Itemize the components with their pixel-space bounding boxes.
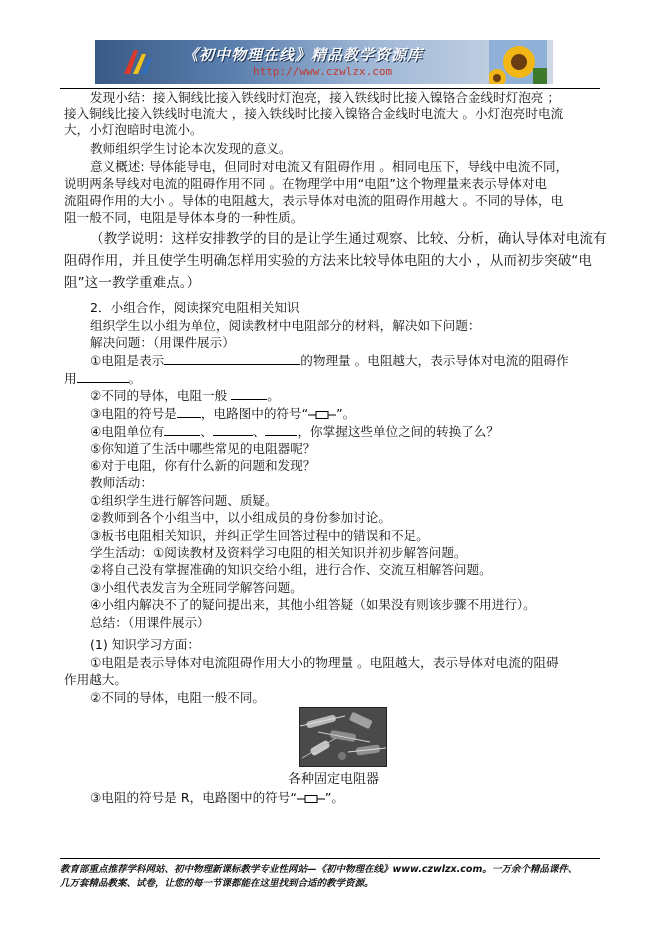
meaning-line-2: 说明两条导线对电流的阻碍作用不同 。在物理学中用“电阻”这个物理量来表示导体对电 bbox=[64, 176, 548, 191]
discovery-summary-line-2: 接入铜线比接入铁线时电流大 ，接入铁线时比接入镍铬合金线时电流大 。小灯泡亮时电流 bbox=[64, 106, 564, 121]
summary-point-3-text-b: ”。 bbox=[324, 790, 345, 805]
question-3-blank[interactable] bbox=[177, 406, 201, 418]
teaching-note-line-3: 阻”这一教学重难点。） bbox=[64, 275, 201, 291]
question-4-text-c: 、 bbox=[252, 424, 266, 439]
resistors-photo-icon bbox=[300, 708, 386, 766]
meaning-line-4: 阻一般不同，电阻是导体本身的一种性质。 bbox=[64, 210, 304, 225]
question-5: ⑤你知道了生活中哪些常见的电阻器呢？ bbox=[90, 441, 316, 456]
group-instruction: 组织学生以小组为单位，阅读教材中电阻部分的材料，解决如下问题： bbox=[90, 318, 481, 333]
header-banner bbox=[95, 40, 553, 84]
question-1-continued bbox=[64, 371, 141, 387]
site-logo-icon bbox=[121, 46, 155, 78]
student-activity-3: ③小组代表发言为全班同学解答问题。 bbox=[90, 580, 303, 595]
meaning-line-3: 流阻碍作用的大小 。导体的电阻越大，表示导体对电流的阻碍作用越大 。不同的导体，电 bbox=[64, 193, 564, 208]
question-1-text-b: 的物理量 。电阻越大，表示导体对电流的阻碍作 bbox=[300, 353, 569, 368]
site-title: 《初中物理在线》精品教学资源库 bbox=[183, 46, 424, 64]
question-2 bbox=[90, 388, 280, 404]
summary-point-1-continued: 作用越大。 bbox=[64, 672, 127, 687]
teacher-activity-3: ③板书电阻相关知识，并纠正学生回答过程中的错误和不足。 bbox=[90, 528, 429, 543]
sunflower-icon bbox=[489, 40, 547, 84]
question-1-blank-2[interactable] bbox=[77, 371, 129, 383]
question-1 bbox=[90, 353, 569, 369]
question-4-text-d: ，你掌握这些单位之间的转换了么？ bbox=[297, 424, 499, 439]
question-1-blank[interactable] bbox=[164, 353, 300, 365]
teacher-activity-2: ②教师到各个小组当中，以小组成员的身份参加讨论。 bbox=[90, 510, 391, 525]
teacher-activity-heading: 教师活动： bbox=[90, 475, 153, 490]
summary-point-3 bbox=[90, 790, 344, 806]
discovery-summary-line-1: 发现小结：接入铜线比接入铁线时灯泡亮，接入铁线时比接入镍铬合金线时灯泡亮 ； bbox=[90, 90, 560, 105]
summary-point-3-text-a: ③电阻的符号是 R，电路图中的符号“ bbox=[90, 790, 297, 805]
resistors-photo bbox=[299, 707, 387, 767]
discovery-summary-line-3: 大，小灯泡暗时电流小。 bbox=[64, 122, 203, 137]
teaching-note-line-1: （教学说明：这样安排教学的目的是让学生通过观察、比较、分析，确认导体对电流有 bbox=[90, 231, 607, 247]
question-1-text-c: 用 bbox=[64, 371, 77, 386]
summary-point-2: ②不同的导体，电阻一般不同。 bbox=[90, 690, 266, 705]
teacher-activity-1: ①组织学生进行解答问题、质疑。 bbox=[90, 493, 278, 508]
problem-heading: 解决问题：（用课件展示） bbox=[90, 335, 235, 350]
question-4 bbox=[90, 424, 499, 440]
student-activity-4: ④小组内解决不了的疑问提出来，其他小组答疑（如果没有则该步骤不用进行）。 bbox=[90, 597, 536, 612]
teacher-discussion: 教师组织学生讨论本次发现的意义。 bbox=[90, 141, 292, 156]
footer-line-1: 教育部重点推荐学科网站、初中物理新课标教学专业性网站—《初中物理在线》www.czwlzx.com。一万余个精品课件、 bbox=[60, 864, 578, 875]
question-4-blank-2[interactable] bbox=[213, 424, 253, 436]
footer-line-2: 几万套精品教案、试卷，让您的每一节课都能在这里找到合适的教学资源。 bbox=[60, 878, 374, 889]
resistor-symbol-icon bbox=[308, 410, 336, 420]
footer-rule bbox=[60, 858, 600, 859]
knowledge-heading: (1) 知识学习方面： bbox=[90, 637, 200, 652]
header-rule bbox=[60, 88, 600, 89]
resistor-symbol-icon bbox=[297, 794, 325, 804]
question-3-text-b: ，电路图中的符号“ bbox=[200, 406, 309, 421]
question-4-text-b: 、 bbox=[200, 424, 213, 439]
question-3 bbox=[90, 406, 355, 422]
question-1-text-a: ①电阻是表示 bbox=[90, 353, 165, 368]
student-activity-1: 学生活动：①阅读教材及资料学习电阻的相关知识并初步解答问题。 bbox=[90, 545, 467, 560]
summary-heading: 总结：（用课件展示） bbox=[90, 615, 210, 630]
question-2-text-b: 。 bbox=[267, 388, 280, 403]
question-3-text-c: ”。 bbox=[336, 406, 356, 421]
teaching-note-line-2: 阻碍作用，并且使学生明确怎样用实验的方法来比较导体电阻的大小 ，从而初步突破“电 bbox=[64, 253, 592, 269]
question-4-blank-3[interactable] bbox=[265, 424, 297, 436]
section-heading: 2．小组合作，阅读探究电阻相关知识 bbox=[90, 300, 300, 315]
question-4-blank-1[interactable] bbox=[164, 424, 200, 436]
question-3-text-a: ③电阻的符号是 bbox=[90, 406, 177, 421]
meaning-line-1: 意义概述: 导体能导电，但同时对电流又有阻碍作用 。相同电压下，导线中电流不同， bbox=[90, 159, 569, 174]
question-2-text-a: ②不同的导体，电阻一般 bbox=[90, 388, 228, 403]
question-4-text-a: ④电阻单位有 bbox=[90, 424, 165, 439]
question-6: ⑥对于电阻，你有什么新的问题和发现？ bbox=[90, 458, 316, 473]
summary-point-1: ①电阻是表示导体对电流阻碍作用大小的物理量 。电阻越大，表示导体对电流的阻碍 bbox=[90, 655, 559, 670]
site-url[interactable]: http://www.czwlzx.com bbox=[253, 65, 393, 78]
student-activity-2: ②将自己没有掌握准确的知识交给小组，进行合作、交流互相解答问题。 bbox=[90, 562, 492, 577]
question-2-blank[interactable] bbox=[231, 388, 267, 400]
photo-caption: 各种固定电阻器 bbox=[288, 772, 380, 787]
question-1-text-d: 。 bbox=[128, 371, 142, 386]
